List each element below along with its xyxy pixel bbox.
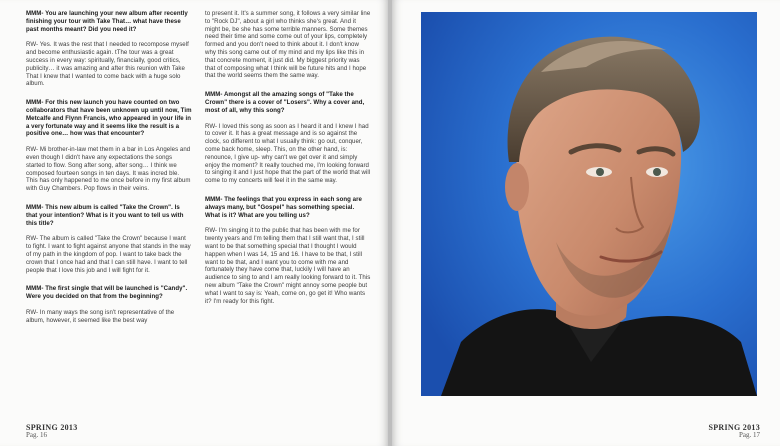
interview-answer: RW- The album is called "Take the Crown" because I want to fight. I want to fight against anyone that stands in the way of my path in the kingdom of pop. I want to take back the crown that I once had and that I can still have. I want to tell people that I love this job and I will fight for it. — [26, 235, 191, 274]
issue-label: SPRING 2013 — [708, 422, 760, 432]
page-number: Pag. 16 — [26, 431, 47, 440]
article-column-1 — [26, 10, 192, 336]
interview-question: MMM- The first single that will be launched is "Candy". Were you decided on that from the beginning? — [26, 285, 188, 301]
article-column-2 — [205, 10, 371, 316]
page-number: Pag. 17 — [739, 431, 760, 440]
portrait-photo — [421, 12, 757, 396]
interview-answer: RW- Yes. It was the rest that I needed to recompose myself and become enthusiastic again. tThe tour was a great success in every way: spiritually, financially, good critics, publicity… it was amazing and after this reunion with Take That I knew that I wanted to come back with a huge solo album. — [26, 41, 189, 88]
interview-question: MMM- You are launching your new album after recently finishing your tour with Take That… what have these past months meant? Did you need it? — [26, 10, 188, 33]
right-page-folio — [708, 424, 760, 440]
interview-question: MMM- For this new launch you have counted on two collaborators that have been unknown up until now, Tim Metcalfe and Flynn Francis, who appeared in your life in a very fortunate way and it seems like the result is a positive one… how was that encounter? — [26, 99, 192, 138]
interview-answer: RW- Mi brother-in-law met them in a bar in Los Angeles and even though I didn't have any expectations the songs started to flow. Song after song, after song… I think we composed fourteen songs in ten days. It was incred ble. This has only happened to me once before in my first album with Guy Chambers. Pop flows in their veins. — [26, 146, 191, 193]
interview-answer: RW- In many ways the song isn't representative of the album, however, it seemed like the best way — [26, 308, 175, 324]
left-page — [0, 0, 388, 446]
interview-question: MMM- The feelings that you express in each song are always many, but "Gospel" has something special. What is it? What are you telling us? — [205, 195, 362, 219]
interview-answer: to present it. It's a summer song, it follows a very similar line to "Rock DJ", about a girl who thinks she's great. And it might be, be she has some terrible manners. Some themes need their time and some come out of your lips, completely formed and you don't need to think about it. I don't know why this song came out of my mind and my lips like this in that concrete moment, it just did. My biggest priority was that of composing what I think will be future hits and I hope that the world seems them the same way. — [205, 10, 371, 80]
portrait-illustration — [421, 12, 757, 396]
right-page — [392, 0, 780, 446]
issue-label: SPRING 2013 — [26, 422, 78, 432]
interview-answer: RW- I loved this song as soon as I heard it and I knew I had to cover it. It has a great message and is so against the clock, so different to what I usually think: go out, conquer, come back home, sleep. This, on the other hand, is: renounce, I give up- why can't we get over it and simply enjoy the moment? It really touched me, I'm looking forward to singing it and I just hope that the part of the world that will come to my concerts will feel it in the same way. — [205, 122, 371, 185]
interview-question: MMM- This new album is called "Take the Crown". Is that your intention? What is it you want to tell us with this title? — [26, 203, 184, 227]
interview-answer: RW- I'm singing it to the public that has been with me for twenty years and I'm telling them that I still want that, I still want to be that something special that I thought I would happen when I was 14, 15 and 16. I have to be that, I still want to be that, and I want you to come with me and fortunately they have come that, luckily I will have an audience to sing to and I am really looking forward to it. This new album "Take the Crown" might annoy some people but what I want to say is: Yeah, come on, go get it! Who wants it? I'm ready for this fight. — [205, 227, 371, 305]
left-page-folio — [26, 424, 78, 440]
interview-question: MMM- Amongst all the amazing songs of "Take the Crown" there is a cover of "Losers". Why a cover and, most of all, why this song? — [205, 91, 365, 114]
